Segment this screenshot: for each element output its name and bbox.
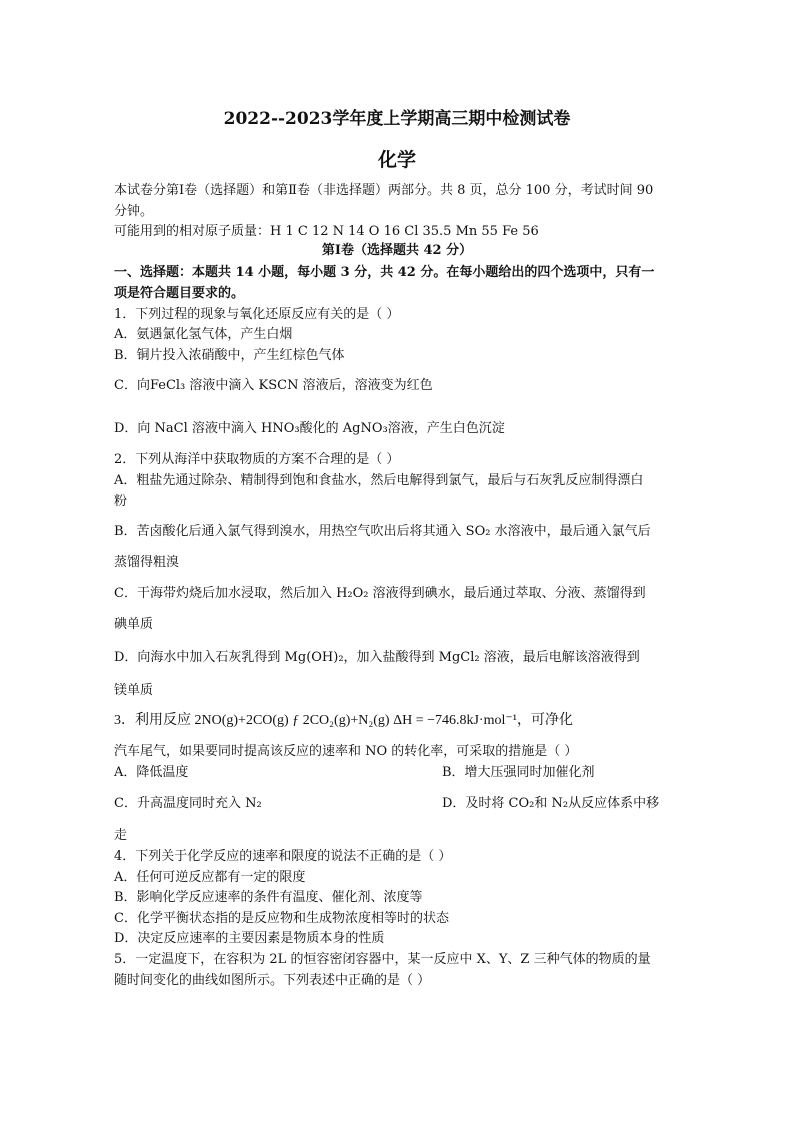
q4-stem: 4．下列关于化学反应的速率和限度的说法不正确的是（ ） [114,849,452,864]
q1-option-b: B．铜片投入浓硝酸中，产生红棕色气体 [114,348,345,363]
subject-title: 化学 [377,149,416,171]
q2-option-d-line1: D．向海水中加入石灰乳得到 Mg(OH)₂，加入盐酸得到 MgCl₂ 溶液，最后电解该溶液得到 [114,650,640,665]
q5-stem-line1: 5．一定温度下，在容积为 2L 的恒容密闭容器中，某一反应中 X、Y、Z 三种气体的物质的量 [114,952,651,967]
q1-stem: 1．下列过程的现象与氧化还原反应有关的是（ ） [114,307,400,322]
q4-option-d: D．决定反应速率的主要因素是物质本身的性质 [114,931,385,946]
q2-option-c-line2: 碘单质 [114,617,154,632]
q3-option-b: B．增大压强同时加催化剂 [442,765,595,780]
q2-option-b-line2: 蒸馏得粗溴 [114,555,180,570]
q2-stem: 2．下列从海洋中获取物质的方案不合理的是（ ） [114,452,400,467]
exam-title: 2022--2023学年度上学期高三期中检测试卷 [223,109,571,129]
q3-option-d-line1: D．及时将 CO₂和 N₂从反应体系中移 [442,796,660,811]
q3-option-c: C．升高温度同时充入 N₂ [114,796,262,811]
q2-option-b-line1: B．苦卤酸化后通入氯气得到溴水，用热空气吹出后将其通入 SO₂ 水溶液中，最后通入氯气后 [114,524,651,539]
q2-option-a-line2: 粉 [114,494,128,509]
q2-option-c-line1: C．干海带灼烧后加水浸取，然后加入 H₂O₂ 溶液得到碘水，最后通过萃取、分液、蒸馏得到 [114,586,646,601]
intro-line-1: 本试卷分第Ⅰ卷（选择题）和第Ⅱ卷（非选择题）两部分。共 8 页，总分 100 分，考试时间 90 [114,183,654,198]
section-instruction-2: 项是符合题目要求的。 [114,286,245,301]
q3-option-a: A．降低温度 [114,765,189,780]
atomic-masses: 可能用到的相对原子质量：H 1 C 12 N 14 O 16 Cl 35.5 Mn 55 Fe 56 [114,224,539,239]
part1-title: 第Ⅰ卷（选择题共 42 分） [321,243,473,258]
q2-option-d-line2: 镁单质 [114,683,154,698]
section-instruction-1: 一、选择题：本题共 14 小题，每小题 3 分，共 42 分。在每小题给出的四个选项中，只有一 [114,265,655,280]
q4-option-c: C．化学平衡状态指的是反应物和生成物浓度相等时的状态 [114,911,449,926]
q1-option-d: D．向 NaCl 溶液中滴入 HNO₃酸化的 AgNO₃溶液，产生白色沉淀 [114,421,505,436]
q5-stem-line2: 随时间变化的曲线如图所示。下列表述中正确的是（ ） [114,973,431,988]
q1-option-c: C．向FeCl₃ 溶液中滴入 KSCN 溶液后，溶液变为红色 [114,378,433,393]
q4-option-b: B．影响化学反应速率的条件有温度、催化剂、浓度等 [114,890,423,905]
q4-option-a: A．任何可逆反应都有一定的限度 [114,870,306,885]
q3-stem-line2: 汽车尾气，如果要同时提高该反应的速率和 NO 的转化率，可采取的措施是（ ） [114,744,578,759]
intro-line-2: 分钟。 [114,204,154,219]
q3-stem-line1: 3．利用反应 2NO(g)+2CO(g) ƒ 2CO₂(g)+N₂(g) ΔH = −746.8kJ·mol⁻¹，可净化 [114,713,573,728]
q2-option-a-line1: A．粗盐先通过除杂、精制得到饱和食盐水，然后电解得到氯气，最后与石灰乳反应制得漂白 [114,473,644,488]
q1-option-a: A．氨遇氯化氢气体，产生白烟 [114,327,293,342]
q3-option-d-line2: 走 [114,828,128,843]
